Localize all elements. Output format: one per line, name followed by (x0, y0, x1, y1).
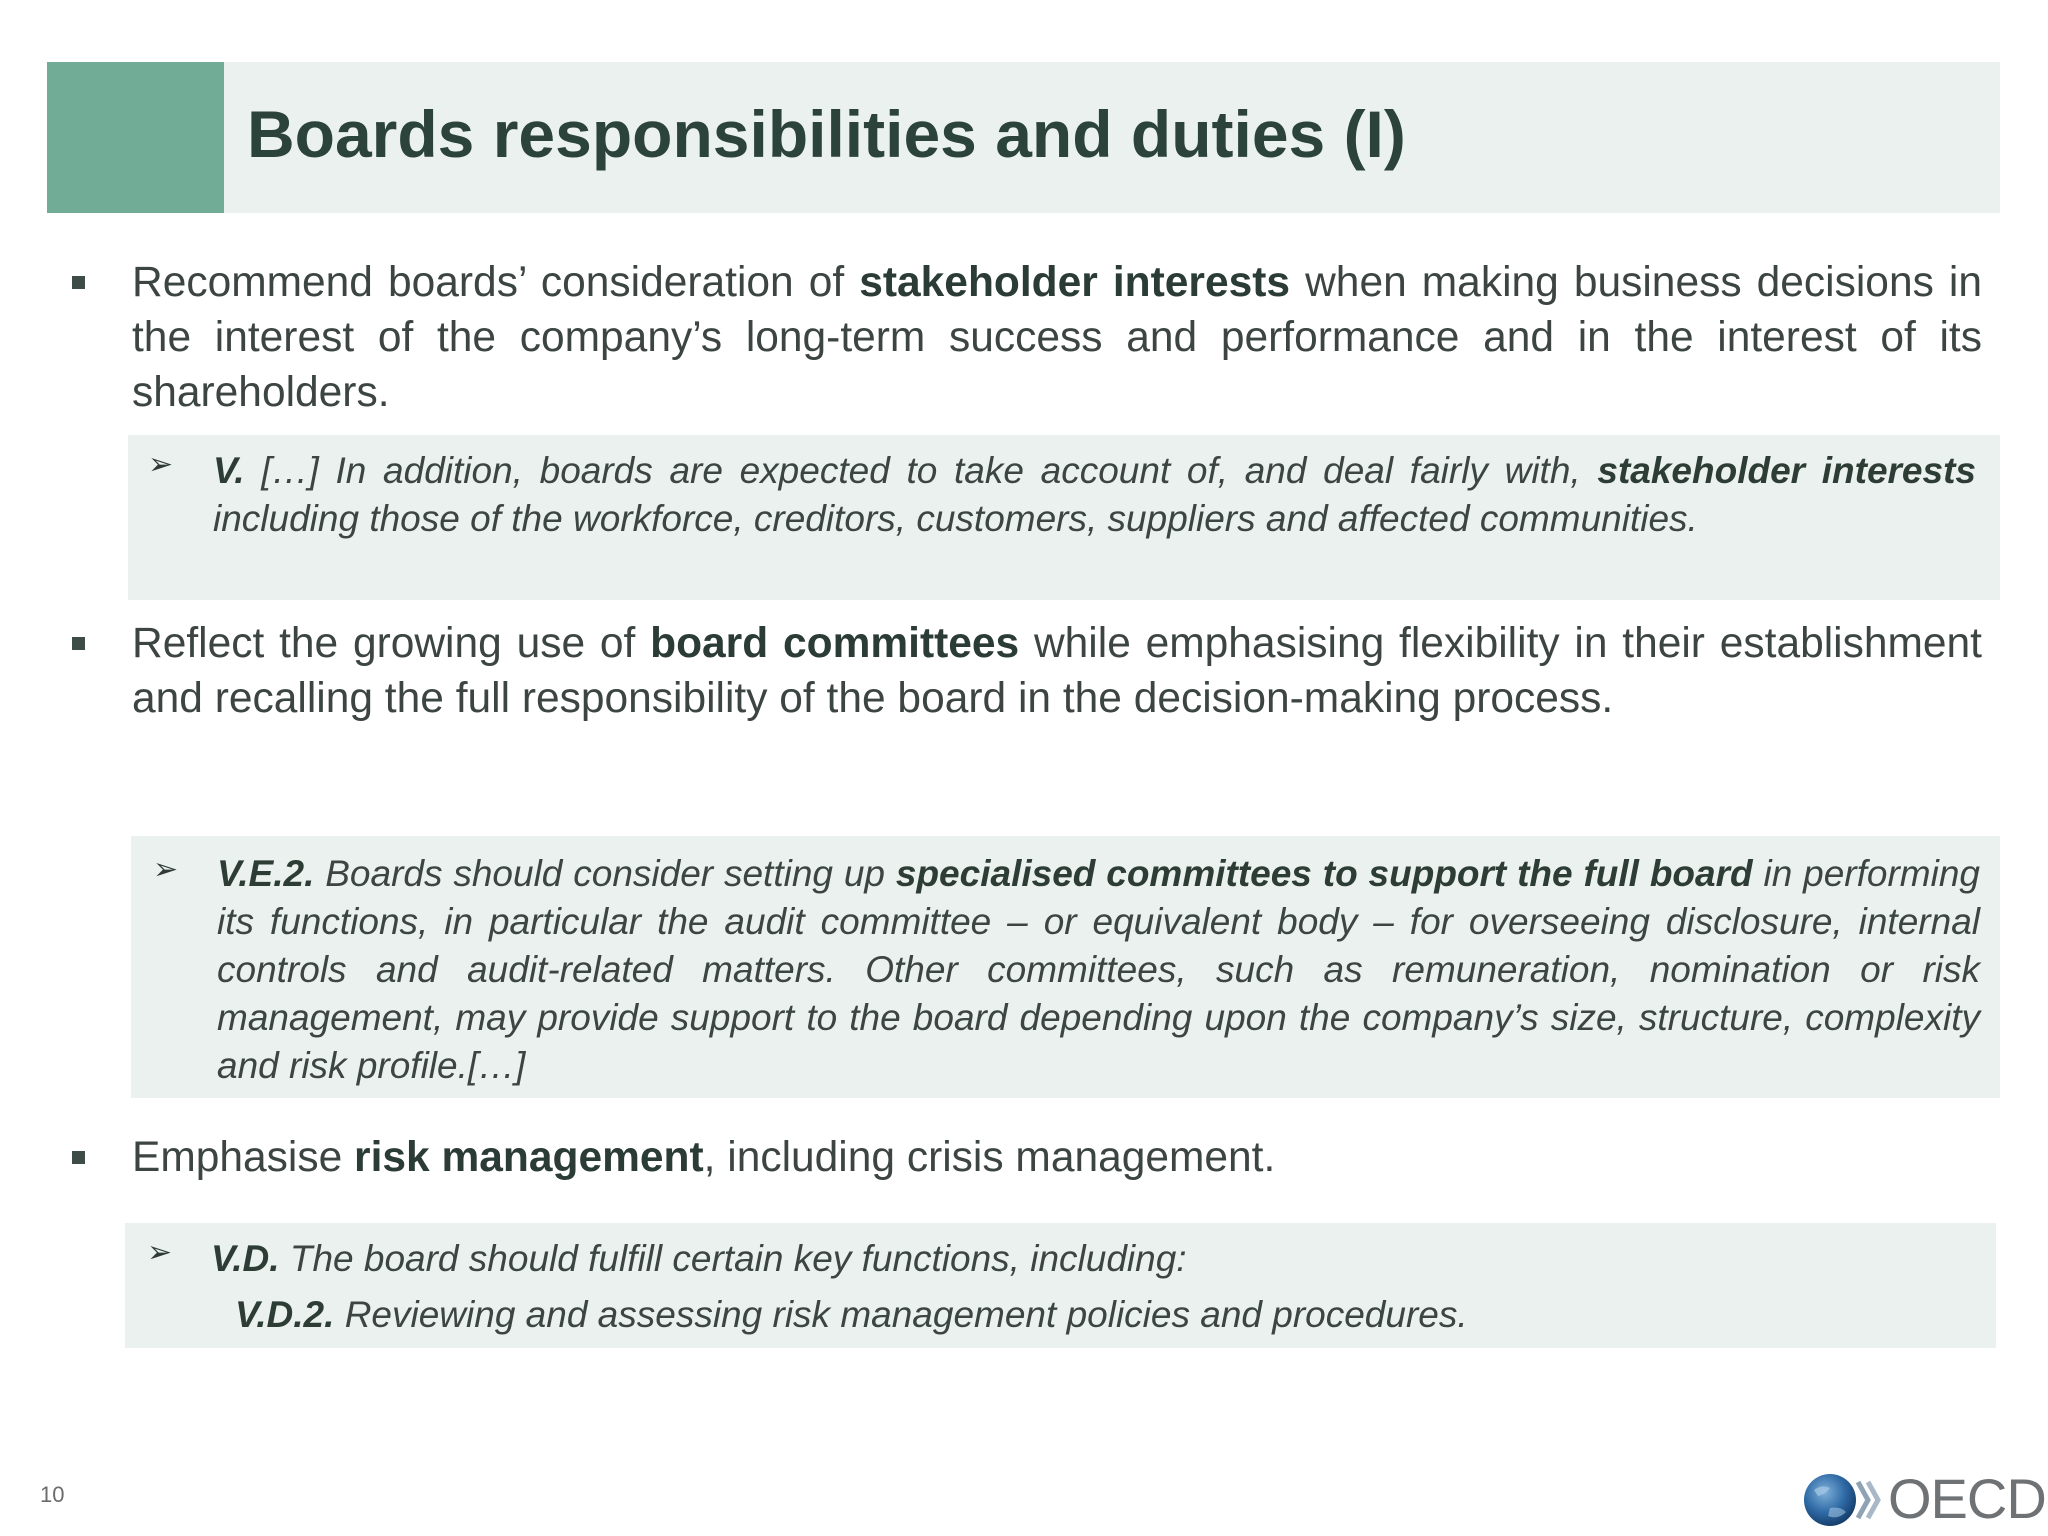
page-number: 10 (40, 1482, 65, 1507)
page-title: Boards responsibilities and duties (I) (247, 97, 1406, 171)
quote-text: V.D. The board should fulfill certain key functions, including: (211, 1238, 1187, 1279)
title-band (47, 62, 2000, 213)
quote-box-v-d (125, 1223, 1996, 1348)
quote-subitem-text: V.D.2. Reviewing and assessing risk management policies and procedures. (235, 1294, 1468, 1335)
oecd-logo-text: OECD (1888, 1467, 2046, 1530)
bullet-text: Recommend boards’ consideration of stakeholder interests when making business decisions in the interest of the company’s long-term success and performance and in the interest of its shareholders. (132, 259, 1982, 416)
arrow-bullet-icon: ➢ (148, 448, 174, 481)
bullet-item-board-committees (72, 616, 1982, 726)
quote-box-v-e-2 (131, 836, 2000, 1098)
square-bullet-icon (72, 276, 85, 289)
oecd-logo (1800, 1467, 2046, 1530)
arrow-bullet-icon: ➢ (147, 1236, 173, 1269)
quote-text: V. […] In addition, boards are expected to take account of, and deal fairly with, stakeholder interests including those of the workforce, creditors, customers, suppliers and affected communities. (213, 450, 1976, 539)
bullet-item-risk-management (72, 1130, 1982, 1185)
bullet-text: Reflect the growing use of board committees while emphasising flexibility in their establishment and recalling the full responsibility of the board in the decision-making process. (132, 620, 1982, 722)
title-accent-block (47, 62, 224, 213)
square-bullet-icon (72, 637, 85, 650)
bullet-item-stakeholder-interests (72, 255, 1982, 420)
quote-box-v (128, 435, 2000, 600)
arrow-bullet-icon: ➢ (153, 853, 179, 886)
square-bullet-icon (72, 1151, 85, 1164)
oecd-globe-icon (1800, 1468, 1890, 1530)
quote-text: V.E.2. Boards should consider setting up specialised committees to support the full board in performing its functions, in particular the audit committee – or equivalent body – for overseeing disclosure, internal controls and audit-related matters. Other committees, such as remuneration, nomination or risk management, may provide support to the board depending upon the company’s size, structure, complexity and risk profile.[…] (217, 853, 1980, 1086)
bullet-text: Emphasise risk management, including crisis management. (132, 1134, 1276, 1181)
